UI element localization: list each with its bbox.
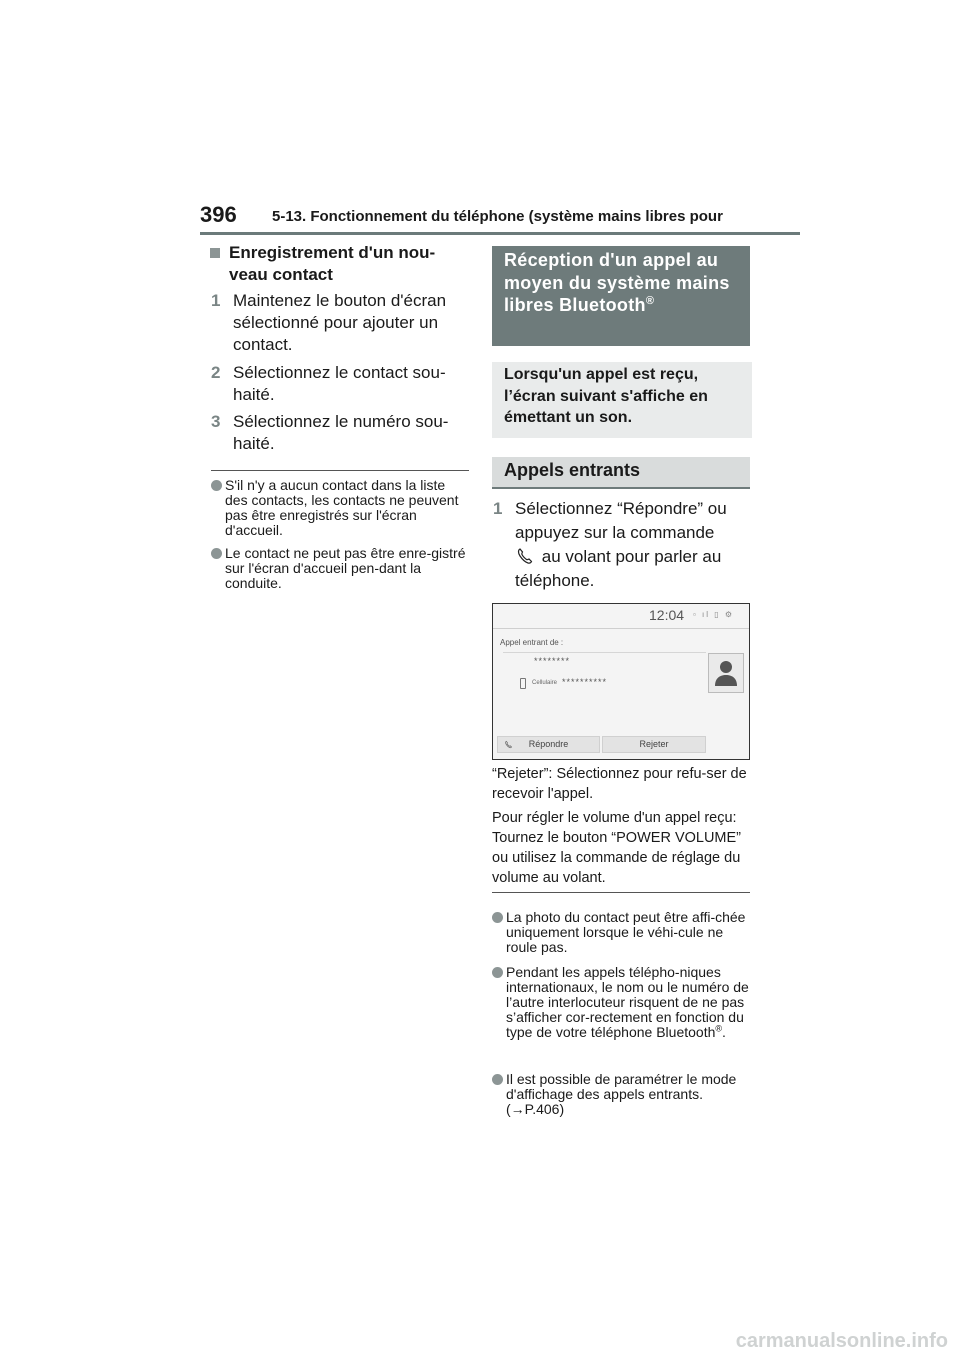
step-text: Sélectionnez le numéro sou-haité. xyxy=(233,412,449,453)
step-number: 1 xyxy=(211,291,221,310)
step-number: 3 xyxy=(211,412,221,431)
bullet-icon xyxy=(492,967,503,978)
phone-icon xyxy=(504,740,514,749)
step-item xyxy=(211,362,471,406)
subsection-title: Appels entrants xyxy=(492,457,750,489)
reject-explanation: “Rejeter”: Sélectionnez pour refu-ser de recevoir l'appel. xyxy=(492,766,747,802)
screen-divider xyxy=(503,652,706,653)
screen-clock: 12:04 xyxy=(649,607,685,623)
step-item xyxy=(211,290,471,356)
step-number: 1 xyxy=(493,499,503,518)
step-item xyxy=(493,497,753,593)
watermark-text: carmanualsonline.info xyxy=(735,1330,948,1352)
volume-explanation: Pour régler le volume d'un appel reçu: Tournez le bouton “POWER VOLUME” ou utilisez la commande de réglage du volume au volant. xyxy=(492,810,742,886)
note-divider xyxy=(211,470,469,471)
incoming-call-screen xyxy=(492,603,750,760)
mobile-icon xyxy=(520,678,526,689)
note-text-body: Il est possible de paramétrer le mode d'affichage des appels entrants. ( xyxy=(506,1071,737,1117)
status-icons: ▫ ıl ▯ ⚙ xyxy=(693,610,735,619)
note-text xyxy=(492,1072,754,1117)
person-icon xyxy=(709,654,743,692)
caller-name: ******** xyxy=(534,656,571,666)
registered-mark: ® xyxy=(645,295,655,307)
step-text-before: Sélectionnez “Répondre” ou appuyez sur la commande xyxy=(515,499,727,542)
watermark xyxy=(0,1330,960,1353)
bullet-icon xyxy=(211,480,222,491)
caller-number: ********** xyxy=(562,677,608,687)
arrow-icon: → xyxy=(510,1101,525,1117)
step-number: 2 xyxy=(211,363,221,382)
note-item xyxy=(492,1072,754,1117)
note-divider xyxy=(492,892,750,893)
registered-mark: ® xyxy=(715,1023,723,1034)
square-bullet-icon xyxy=(210,248,220,258)
cell-label: Cellulaire xyxy=(532,680,558,686)
bullet-icon xyxy=(492,1074,503,1085)
chapter-title: 5-13. Fonctionnement du téléphone (système mains libres pour xyxy=(272,208,723,225)
phone-icon xyxy=(515,547,537,565)
answer-button[interactable] xyxy=(497,736,600,753)
incoming-call-label: Appel entrant de : xyxy=(500,638,564,647)
reject-button[interactable] xyxy=(602,736,706,753)
note-item xyxy=(492,910,754,955)
contact-photo-avatar xyxy=(708,653,744,693)
step-text: Sélectionnez le contact sou-haité. xyxy=(233,363,446,404)
note-item xyxy=(211,478,471,538)
step-text: Maintenez le bouton d'écran sélectionné pour ajouter un contact. xyxy=(233,291,447,354)
section-title xyxy=(492,246,750,346)
subheading-register-contact xyxy=(211,242,471,286)
note-item xyxy=(492,965,754,1040)
reject-button-label: Rejeter xyxy=(639,739,669,749)
answer-button-label: Répondre xyxy=(528,739,569,749)
step-text xyxy=(493,497,753,593)
note-text-end: . xyxy=(722,1024,726,1040)
note-item xyxy=(211,546,471,591)
bullet-icon xyxy=(492,912,503,923)
header-rule xyxy=(200,232,800,235)
note-text: La photo du contact peut être affi-chée uniquement lorsque le véhi-cule ne roule pas. xyxy=(506,909,746,955)
note-text-body: Pendant les appels télépho-niques internationaux, le nom ou le numéro de l’autre interlocuteur risquent de ne pas s’afficher cor-rectement en fonction du type de votre téléphone Bluetooth xyxy=(506,964,749,1040)
page-reference-link[interactable]: P.406) xyxy=(524,1101,565,1117)
note-text: S'il n'y a aucun contact dans la liste des contacts, les contacts ne peuvent pas être enregistrés sur l'écran d'accueil. xyxy=(225,477,459,538)
screen-divider xyxy=(493,628,749,629)
intro-box: Lorsqu'un appel est reçu, l’écran suivant s'affiche en émettant un son. xyxy=(492,362,752,438)
step-text-after: au volant pour parler au téléphone. xyxy=(515,547,722,590)
subheading-text: Enregistrement d'un nou- veau contact xyxy=(229,243,436,284)
note-text: Le contact ne peut pas être enre-gistré sur l'écran d'accueil pen-dant la conduite. xyxy=(225,545,466,591)
section-title-text: Réception d'un appel au moyen du système mains libres Bluetooth xyxy=(504,250,730,315)
note-text xyxy=(492,965,754,1040)
bullet-icon xyxy=(211,548,222,559)
page-number: 396 xyxy=(200,202,237,227)
step-item xyxy=(211,411,471,455)
